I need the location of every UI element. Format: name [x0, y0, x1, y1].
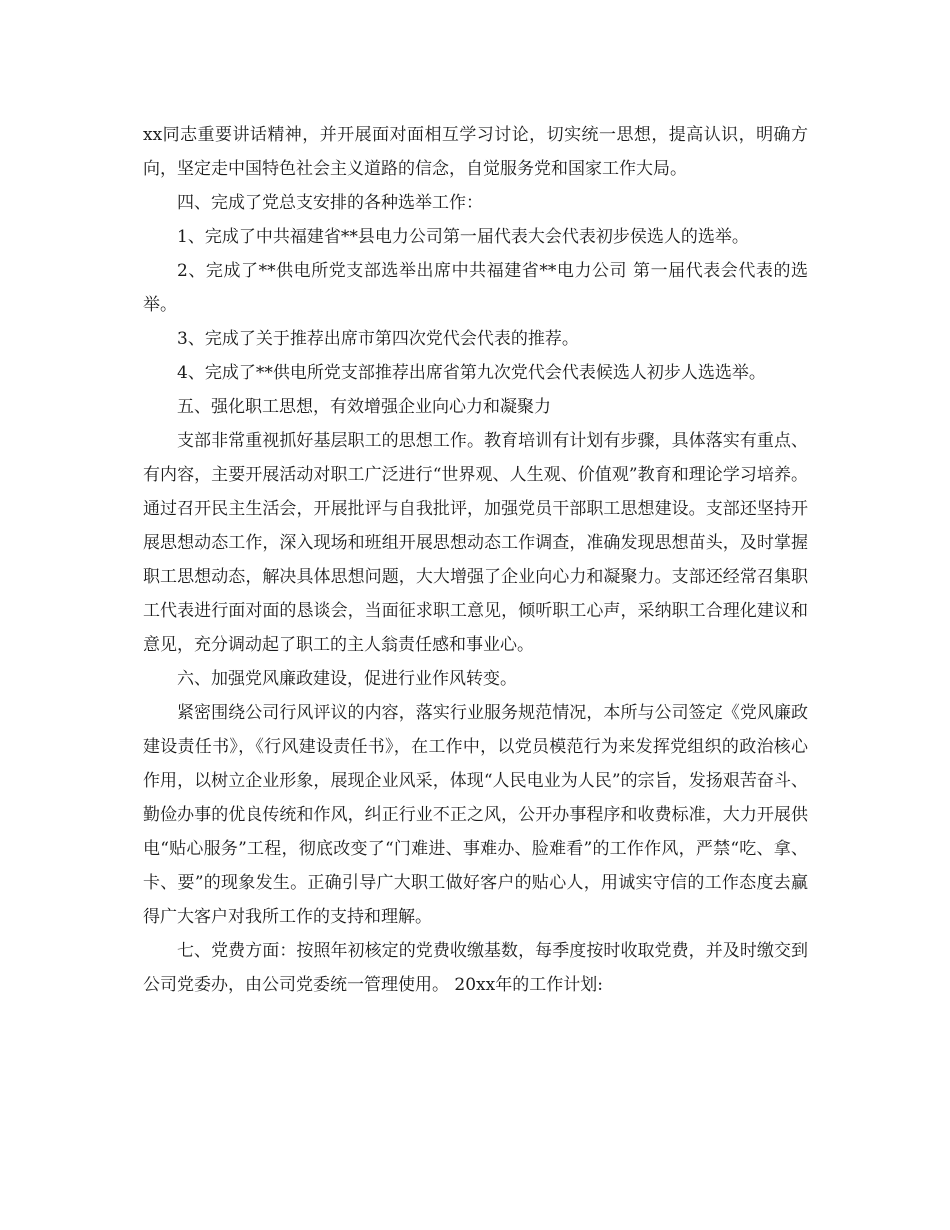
- paragraph-party-dues: 七、党费方面：按照年初核定的党费收缴基数，每季度按时收取党费，并及时缴交到公司党委办，由公司党委统一管理使用。 20xx年的工作计划:: [143, 941, 808, 995]
- list-item-election-1: 1、完成了中共福建省**县电力公司第一届代表大会代表初步侯选人的选举。: [177, 227, 749, 247]
- document-body: [143, 118, 808, 1002]
- paragraph-staff-thought: 支部非常重视抓好基层职工的思想工作。教育培训有计划有步骤，具体落实有重点、有内容，主要开展活动对职工广泛进行“世界观、人生观、价值观”教育和理论学习培养。通过召开民主生活会，开展批评与自我批评，加强党员干部职工思想建设。支部还坚持开展思想动态工作，深入现场和班组开展思想动态工作调查，准确发现思想苗头，及时掌握职工思想动态，解决具体思想问题，大大增强了企业向心力和凝聚力。支部还经常召集职工代表进行面对面的恳谈会，当面征求职工意见，倾听职工心声，采纳职工合理化建议和意见，充分调动起了职工的主人翁责任感和事业心。: [143, 431, 808, 655]
- paragraph-continuation: xx同志重要讲话精神，并开展面对面相互学习讨论，切实统一思想，提高认识，明确方向，坚定走中国特色社会主义道路的信念，自觉服务党和国家工作大局。: [143, 125, 808, 179]
- list-item-election-4: 4、完成了**供电所党支部推荐出席省第九次党代会代表候选人初步人选选举。: [177, 363, 766, 383]
- section-heading-elections: 四、完成了党总支安排的各种选举工作：: [177, 193, 483, 213]
- paragraph-integrity: 紧密围绕公司行风评议的内容，落实行业服务规范情况，本所与公司签定《党风廉政建设责任书》，《行风建设责任书》，在工作中，以党员模范行为来发挥党组织的政治核心作用，以树立企业形象，展现企业风采，体现“人民电业为人民”的宗旨，发扬艰苦奋斗、勤俭办事的优良传统和作风，纠正行业不正之风，公开办事程序和收费标准，大力开展供电“贴心服务”工程，彻底改变了“门难进、事难办、脸难看”的工作作风，严禁“吃、拿、卡、要”的现象发生。正确引导广大职工做好客户的贴心人，用诚实守信的工作态度去赢得广大客户对我所工作的支持和理解。: [143, 703, 808, 927]
- list-item-election-2: 2、完成了**供电所党支部选举出席中共福建省**电力公司 第一届代表会代表的选举。: [143, 261, 808, 315]
- list-item-election-3: 3、完成了关于推荐出席市第四次党代会代表的推荐。: [177, 329, 579, 349]
- section-heading-integrity: 六、加强党风廉政建设，促进行业作风转变。: [177, 669, 517, 689]
- section-heading-staff-thought: 五、强化职工思想，有效增强企业向心力和凝聚力: [177, 397, 551, 417]
